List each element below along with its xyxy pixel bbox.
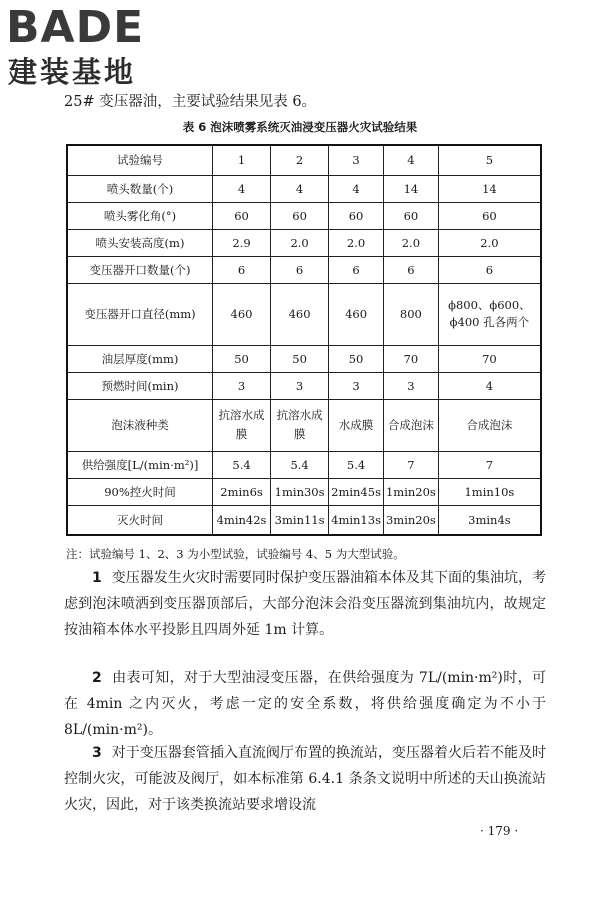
table-cell: 4min42s [213,505,271,535]
table-cell: 4min13s [329,505,384,535]
table-cell: 3min20s [383,505,438,535]
table-cell: 50 [329,345,384,372]
row-label: 试验编号 [67,145,213,175]
table-note: 注：试验编号 1、2、3 为小型试验，试验编号 4、5 为大型试验。 [66,547,405,561]
table-cell: 4 [438,372,541,399]
table-cell: 50 [213,345,271,372]
table-cell: 6 [271,256,329,283]
row-label: 变压器开口数量(个) [67,256,213,283]
bade-logo [6,4,206,90]
table-cell: 2.0 [438,229,541,256]
table-cell: 800 [383,283,438,345]
table-cell: 50 [271,345,329,372]
table-cell: 60 [271,202,329,229]
table-cell: 4 [213,175,271,202]
table-cell: 2min45s [329,478,384,505]
table-row [67,399,541,451]
table-cell: 5.4 [329,451,384,478]
row-label: 预燃时间(min) [67,372,213,399]
table-cell: 4 [271,175,329,202]
row-label: 喷头数量(个) [67,175,213,202]
table-cell: 6 [329,256,384,283]
table-cell: 1 [213,145,271,175]
table-cell: 6 [213,256,271,283]
paragraph-2 [64,665,546,743]
table-cell: 5 [438,145,541,175]
table-cell: 3 [329,372,384,399]
table-cell: 5.4 [271,451,329,478]
row-label: 供给强度[L/(min·m²)] [67,451,213,478]
table-cell: 70 [383,345,438,372]
table-cell: 1min10s [438,478,541,505]
table-row [67,451,541,478]
table-cell: 2.0 [383,229,438,256]
logo-wordmark: BADE [6,2,145,53]
table-row [67,283,541,345]
row-label: 变压器开口直径(mm) [67,283,213,345]
paragraph-number: 2 [92,670,102,686]
table-cell: 7 [438,451,541,478]
table-cell: 6 [383,256,438,283]
row-label: 灭火时间 [67,505,213,535]
table-cell: 460 [271,283,329,345]
table-cell: 5.4 [213,451,271,478]
table-row [67,145,541,175]
table-row [67,478,541,505]
row-label: 油层厚度(mm) [67,345,213,372]
table-row [67,505,541,535]
row-label: 泡沫液种类 [67,399,213,451]
table-cell: 6 [438,256,541,283]
table-cell: 460 [213,283,271,345]
table-cell: 2 [271,145,329,175]
table-cell: 3min4s [438,505,541,535]
table-cell: 4 [329,175,384,202]
table-cell: 70 [438,345,541,372]
paragraph-1 [64,565,546,643]
table-cell: 抗溶水成膜 [213,399,271,451]
table-cell: 60 [329,202,384,229]
table-cell: 60 [213,202,271,229]
table-cell: 14 [383,175,438,202]
paragraph-text: 对于变压器套管插入直流阀厅布置的换流站，变压器着火后若不能及时控制火灾，可能波及阀厅，如本标准第 6.4.1 条条文说明中所述的天山换流站火灾，因此，对于该类换流站要求增设流 [64,745,546,813]
table-cell: ϕ800、ϕ600、ϕ400 孔各两个 [438,283,541,345]
table-cell: 水成膜 [329,399,384,451]
table-cell: 3 [383,372,438,399]
table-cell: 3min11s [271,505,329,535]
intro-text: 25# 变压器油，主要试验结果见表 6。 [64,94,317,110]
table-cell: 2.9 [213,229,271,256]
row-label: 90%控火时间 [67,478,213,505]
paragraph-3 [64,740,546,818]
row-label: 喷头安装高度(m) [67,229,213,256]
table-cell: 3 [329,145,384,175]
table-cell: 3 [271,372,329,399]
table-cell: 7 [383,451,438,478]
table-row [67,202,541,229]
logo-subtitle: 建装基地 [8,55,137,89]
paragraph-number: 1 [92,570,102,586]
table-cell: 1min20s [383,478,438,505]
table-row [67,175,541,202]
table-cell: 60 [383,202,438,229]
table-cell: 460 [329,283,384,345]
paragraph-number: 3 [92,745,102,761]
table-row [67,256,541,283]
results-table [66,144,542,536]
table-cell: 2.0 [329,229,384,256]
table-cell: 合成泡沫 [438,399,541,451]
table-row [67,372,541,399]
table-row [67,345,541,372]
paragraph-text: 由表可知，对于大型油浸变压器，在供给强度为 7L/(min·m²)时，可在 4min 之内灭火，考虑一定的安全系数，将供给强度确定为不小于 8L/(min·m²)。 [64,670,546,738]
table-cell: 3 [213,372,271,399]
table-cell: 14 [438,175,541,202]
paragraph-text: 变压器发生火灾时需要同时保护变压器油箱本体及其下面的集油坑，考虑到泡沫喷洒到变压器顶部后，大部分泡沫会沿变压器流到集油坑内，故规定按油箱本体水平投影且四周外延 1m 计算。 [64,570,546,638]
page-number: · 179 · [480,824,519,838]
table-cell: 2.0 [271,229,329,256]
table-cell: 60 [438,202,541,229]
table-cell: 4 [383,145,438,175]
table-cell: 1min30s [271,478,329,505]
table-cell: 合成泡沫 [383,399,438,451]
row-label: 喷头雾化角(°) [67,202,213,229]
table-cell: 2min6s [213,478,271,505]
table-cell: 抗溶水成膜 [271,399,329,451]
table-caption: 表 6 泡沫喷雾系统灭油浸变压器火灾试验结果 [182,120,418,134]
table-row [67,229,541,256]
